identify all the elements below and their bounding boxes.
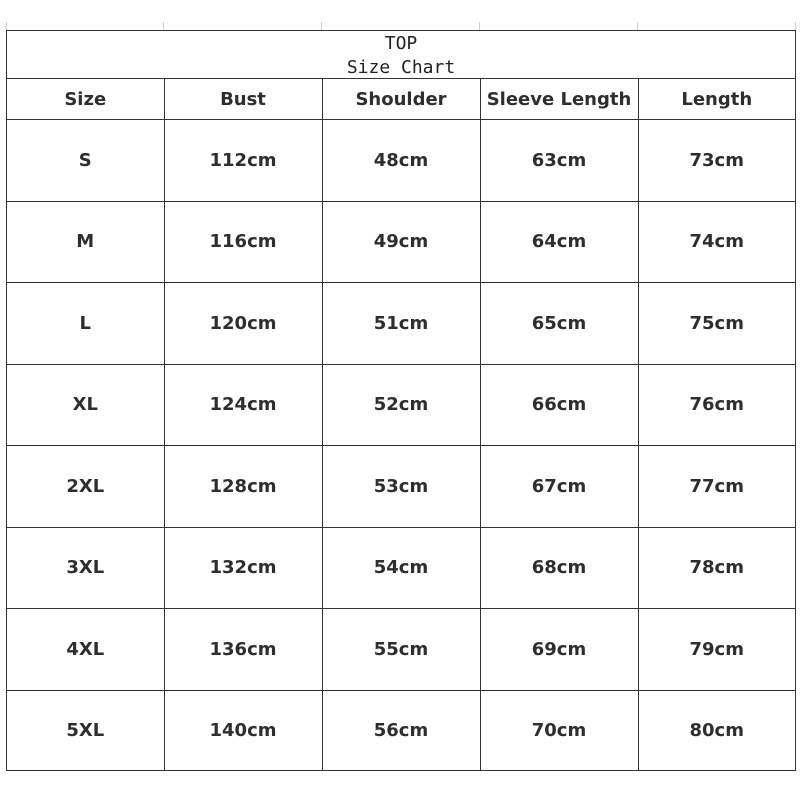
cell-sleeve-length: 67cm: [480, 446, 638, 528]
cell-length: 74cm: [638, 201, 795, 283]
cell-size: 5XL: [7, 690, 164, 771]
header-shoulder: Shoulder: [322, 79, 480, 120]
cell-sleeve-length: 66cm: [480, 364, 638, 446]
cell-shoulder: 52cm: [322, 364, 480, 446]
header-sleeve-length: Sleeve Length: [480, 79, 638, 120]
table-row: [7, 120, 795, 202]
cell-length: 76cm: [638, 364, 795, 446]
cell-shoulder: 48cm: [322, 120, 480, 202]
size-table: [7, 79, 795, 771]
cell-sleeve-length: 65cm: [480, 283, 638, 365]
header-length: Length: [638, 79, 795, 120]
cell-sleeve-length: 68cm: [480, 527, 638, 609]
table-row: [7, 364, 795, 446]
cell-bust: 116cm: [164, 201, 322, 283]
cell-shoulder: 53cm: [322, 446, 480, 528]
cell-size: L: [7, 283, 164, 365]
table-row: [7, 527, 795, 609]
cell-shoulder: 51cm: [322, 283, 480, 365]
cell-bust: 112cm: [164, 120, 322, 202]
cell-shoulder: 55cm: [322, 609, 480, 691]
cell-bust: 120cm: [164, 283, 322, 365]
table-row: [7, 609, 795, 691]
cell-sleeve-length: 64cm: [480, 201, 638, 283]
cell-shoulder: 54cm: [322, 527, 480, 609]
cell-size: 2XL: [7, 446, 164, 528]
chart-title: TOP: [384, 33, 418, 54]
table-row: [7, 201, 795, 283]
cell-shoulder: 49cm: [322, 201, 480, 283]
cell-sleeve-length: 70cm: [480, 690, 638, 771]
cell-size: M: [7, 201, 164, 283]
cell-length: 73cm: [638, 120, 795, 202]
cell-length: 77cm: [638, 446, 795, 528]
header-row: [7, 79, 795, 120]
cell-bust: 124cm: [164, 364, 322, 446]
cell-sleeve-length: 63cm: [480, 120, 638, 202]
cell-bust: 128cm: [164, 446, 322, 528]
table-row: [7, 446, 795, 528]
cell-size: XL: [7, 364, 164, 446]
cell-size: S: [7, 120, 164, 202]
cell-length: 75cm: [638, 283, 795, 365]
cell-length: 79cm: [638, 609, 795, 691]
top-guide-ticks: [0, 0, 800, 30]
chart-subtitle: Size Chart: [346, 57, 456, 78]
cell-sleeve-length: 69cm: [480, 609, 638, 691]
cell-size: 4XL: [7, 609, 164, 691]
table-row: [7, 283, 795, 365]
header-bust: Bust: [164, 79, 322, 120]
chart-title-block: [7, 31, 795, 79]
size-chart: [6, 30, 796, 771]
table-row: [7, 690, 795, 771]
cell-length: 80cm: [689, 720, 744, 742]
cell-bust: 140cm: [164, 690, 322, 771]
cell-shoulder: 56cm: [322, 690, 480, 771]
header-size: Size: [7, 79, 164, 120]
cell-bust: 136cm: [164, 609, 322, 691]
cell-length: 78cm: [638, 527, 795, 609]
cell-size: 3XL: [7, 527, 164, 609]
cell-bust: 132cm: [164, 527, 322, 609]
